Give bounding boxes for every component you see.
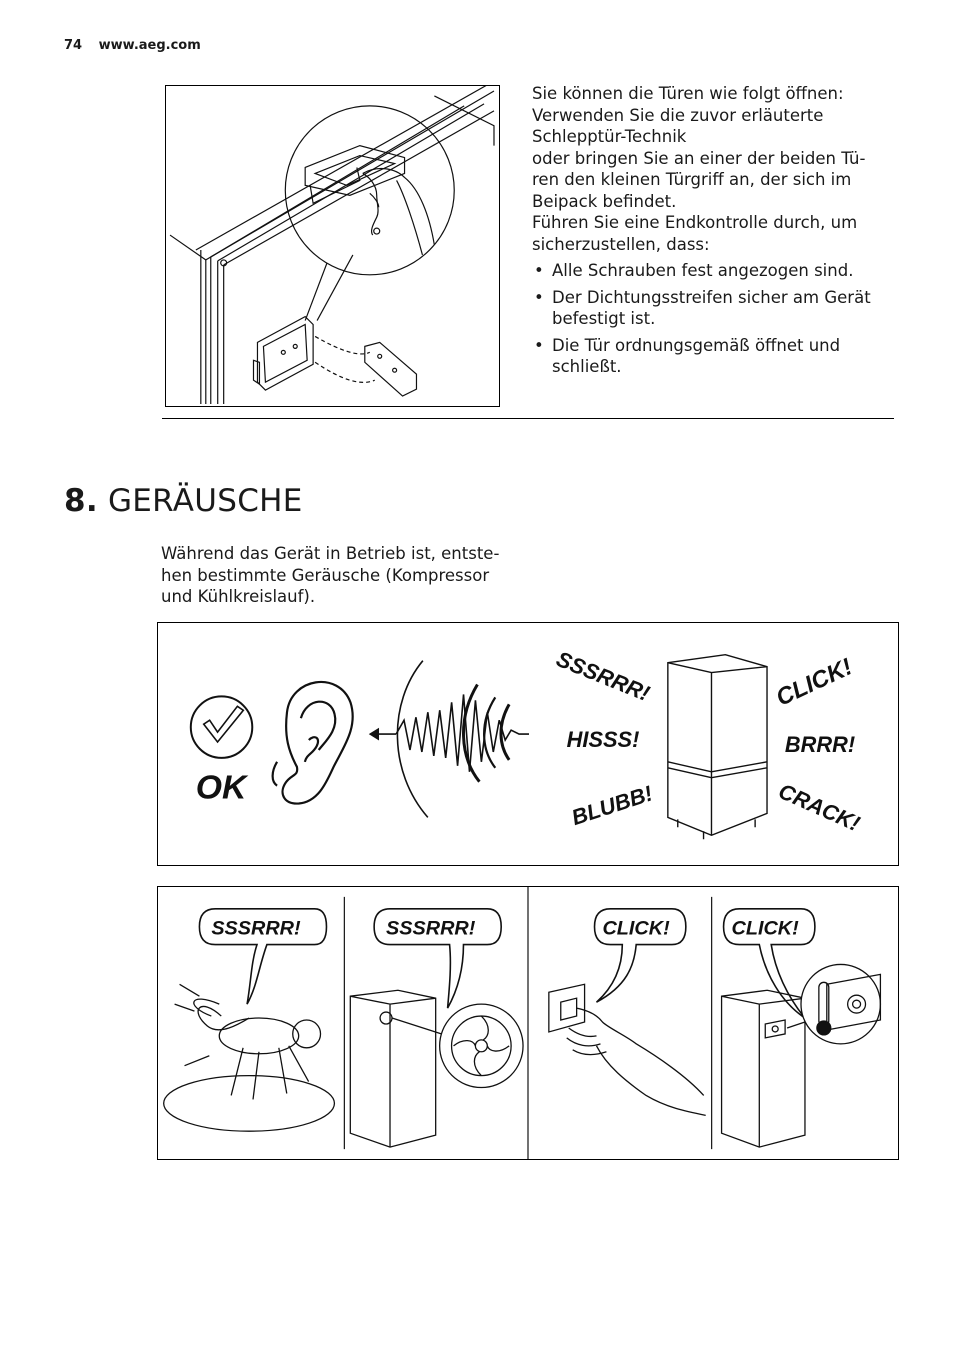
door-handle-illustration <box>165 85 500 407</box>
page-header <box>64 38 201 53</box>
website-link[interactable]: www.aeg.com <box>98 38 201 53</box>
fly-icon <box>164 984 335 1131</box>
paragraph-line: Sie können die Türen wie folgt öffnen: <box>532 84 844 103</box>
list-item-text: befestigt ist. <box>552 309 656 328</box>
intro-line: und Kühlkreislauf). <box>161 587 316 606</box>
light-switch-icon <box>549 984 706 1115</box>
speech-bubble <box>595 909 686 1002</box>
paragraph-line: Beipack befindet. <box>532 191 677 211</box>
intro-line: Während das Gerät in Betrieb ist, entste- <box>161 544 500 563</box>
svg-text:SSSRRR!: SSSRRR! <box>386 917 476 940</box>
list-item-text: schließt. <box>552 357 622 376</box>
speech-bubble <box>199 909 326 1004</box>
page-number: 74 <box>64 38 83 53</box>
sound-label: BRRR! <box>784 731 856 757</box>
door-paragraph <box>532 83 892 255</box>
speech-bubble <box>374 909 501 1008</box>
sound-label: CLICK! <box>772 653 857 712</box>
svg-text:SSSRRR!: SSSRRR! <box>211 917 301 940</box>
normal-noises-illustration <box>157 622 899 866</box>
list-item <box>532 287 892 330</box>
sound-wave-icon <box>370 661 529 818</box>
ok-label: OK <box>195 768 247 807</box>
svg-text:CLICK!: CLICK! <box>731 917 799 940</box>
sound-label: SSSRRR! <box>552 646 654 707</box>
list-item-text: Alle Schrauben fest angezogen sind. <box>552 261 854 280</box>
door-instructions <box>532 83 892 383</box>
paragraph-line: Führen Sie eine Endkontrolle durch, um <box>532 213 858 232</box>
final-checklist <box>532 260 892 378</box>
ear-icon <box>273 682 353 804</box>
noise-sources-illustration <box>157 886 899 1160</box>
list-item-text: Der Dichtungsstreifen sicher am Gerät <box>552 287 871 307</box>
paragraph-line: Schlepptür-Technik <box>532 127 687 146</box>
list-item <box>532 260 892 282</box>
section-title-text: GERÄUSCHE <box>107 483 303 519</box>
svg-text:CLICK!: CLICK! <box>602 917 670 940</box>
noise-intro <box>161 543 521 608</box>
sound-label: CRACK! <box>774 778 864 837</box>
paragraph-line: oder bringen Sie an einer der beiden Tü- <box>532 148 866 168</box>
section-title <box>64 483 303 519</box>
list-item-text: Die Tür ordnungsgemäß öffnet und <box>552 335 841 355</box>
check-icon <box>191 696 252 757</box>
thermostat-icon <box>722 964 881 1147</box>
list-item <box>532 335 892 378</box>
paragraph-line: Verwenden Sie die zuvor erläuterte <box>532 105 824 125</box>
section-divider <box>162 418 894 419</box>
section-number: 8. <box>64 483 98 519</box>
fridge-fan-icon <box>350 990 523 1147</box>
fridge-icon <box>668 655 767 839</box>
paragraph-line: ren den kleinen Türgriff an, der sich im <box>532 170 852 189</box>
sound-label: BLUBB! <box>568 780 656 831</box>
intro-line: hen bestimmte Geräusche (Kompressor <box>161 565 490 585</box>
sound-label: HISSS! <box>566 726 640 752</box>
paragraph-line: sicherzustellen, dass: <box>532 234 710 254</box>
